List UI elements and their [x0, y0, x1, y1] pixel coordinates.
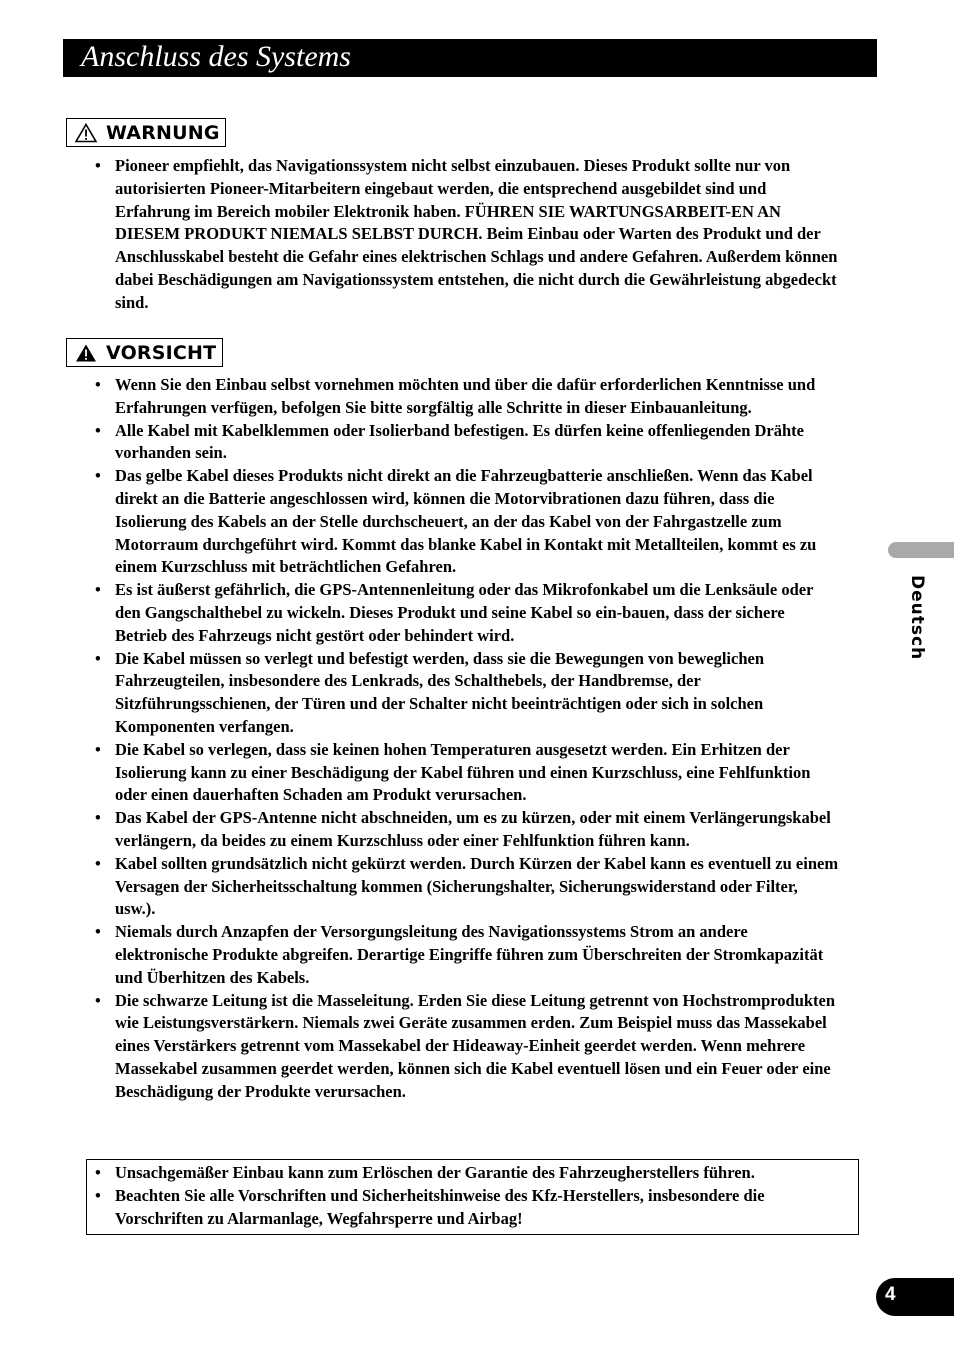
- page-number: 4: [885, 1284, 896, 1305]
- language-label: Deutsch: [907, 575, 927, 661]
- list-item: • Pioneer empfiehlt, das Navigationssystem nicht selbst einzubauen. Dieses Produkt sollte nur von autorisierten Pioneer-Mitarbeitern eingebaut werden, die entsprechend ausgebildet sind und Erfahrung im Bereich mobiler Elektronik haben. FÜHREN SIE WARTUNGSARBEIT-EN AN DIESEM PRODUKT NIEMALS SELBST DURCH. Beim Einbau oder Warten des Produkt und der Anschlusskabel besteht die Gefahr eines elektrischen Schlags und andere Gefahren. Außerdem können dabei Beschädigungen am Navigationssystem entstehen, die nicht durch die Gewährleistung abgedeckt sind.: [95, 155, 840, 315]
- page-title: Anschluss des Systems: [81, 40, 351, 73]
- list-item: • Das Kabel der GPS-Antenne nicht abschneiden, um es zu kürzen, oder mit einem Verlängerungskabel verlängern, da beides zu einem Kurzschluss oder einer Fehlfunktion führen kann.: [95, 807, 840, 853]
- page-number-tab: [876, 1278, 954, 1316]
- warning-label: [66, 118, 226, 147]
- list-item: • Kabel sollten grundsätzlich nicht gekürzt werden. Durch Kürzen der Kabel kann es eventuell zu einem Versagen der Sicherheitsschaltung kommen (Sicherungshalter, Sicherungswiderstand oder Filter, usw.).: [95, 853, 840, 921]
- list-item: • Alle Kabel mit Kabelklemmen oder Isolierband befestigen. Es dürfen keine offenliegenden Drähte vorhanden sein.: [95, 420, 840, 466]
- caution-label: [66, 338, 223, 367]
- list-item: • Beachten Sie alle Vorschriften und Sicherheitshinweise des Kfz-Herstellers, insbesondere die Vorschriften zu Alarmanlage, Wegfahrsperre und Airbag!: [95, 1185, 847, 1231]
- warning-filled-icon: [75, 343, 97, 363]
- language-tab: [888, 542, 954, 558]
- list-item: • Das gelbe Kabel dieses Produkts nicht direkt an die Fahrzeugbatterie anschließen. Wenn das Kabel direkt an die Batterie angeschlossen wird, können die Motorvibrationen dazu führen, dass die Isolierung des Kabels an der Stelle durchscheuert, an der das Kabel von der Fahrgastzelle zum Motorraum durchgeführt wird. Kommt das blanke Kabel in Kontakt mit Metallteilen, kommt es zu einem Kurzschluss mit beträchtlichen Gefahren.: [95, 465, 840, 579]
- list-item: • Die schwarze Leitung ist die Masseleitung. Erden Sie diese Leitung getrennt von Hochstromprodukten wie Leistungsverstärkern. Niemals zwei Geräte zusammen erden. Zum Beispiel muss das Massekabel eines Verstärkers getrennt vom Massekabel der Hideaway-Einheit geerdet werden. Wenn mehrere Massekabel zusammen geerdet werden, können sich die Kabel eventuell lösen und ein Feuer oder eine Beschädigung der Produkte verursachen.: [95, 990, 840, 1104]
- list-item: • Es ist äußerst gefährlich, die GPS-Antennenleitung oder das Mikrofonkabel um die Lenksäule oder den Gangschalthebel zu wickeln. Dieses Produkt und seine Kabel so ein-bauen, dass der sichere Betrieb des Fahrzeugs nicht gestört oder behindert wird.: [95, 579, 840, 647]
- warning-outline-icon: [75, 123, 97, 143]
- list-item: • Unsachgemäßer Einbau kann zum Erlöschen der Garantie des Fahrzeugherstellers führen.: [95, 1162, 847, 1185]
- note-box: [86, 1159, 859, 1235]
- list-item: • Niemals durch Anzapfen der Versorgungsleitung des Navigationssystems Strom an andere elektronische Produkte abgreifen. Derartige Eingriffe führen zum Überschreiten der Stromkapazität und Überhitzen des Kabels.: [95, 921, 840, 989]
- warning-label-text: WARNUNG: [106, 121, 220, 144]
- list-item: • Die Kabel so verlegen, dass sie keinen hohen Temperaturen ausgesetzt werden. Ein Erhitzen der Isolierung kann zu einer Beschädigung der Kabel führen und einen Kurzschluss, eine Fehlfunktion oder einen dauerhaften Schaden am Produkt verursachen.: [95, 739, 840, 807]
- warning-list: [95, 155, 840, 315]
- caution-list: [95, 374, 840, 1104]
- list-item: • Wenn Sie den Einbau selbst vornehmen möchten und über die dafür erforderlichen Kenntnisse und Erfahrungen verfügen, befolgen Sie bitte sorgfältig alle Schritte in dieser Einbauanleitung.: [95, 374, 840, 420]
- list-item: • Die Kabel müssen so verlegt und befestigt werden, dass sie die Bewegungen von beweglichen Fahrzeugteilen, insbesondere des Lenkrads, des Schalthebels, der Handbremse, der Sitzführungsschienen, der Türen und der Schalter nicht beeinträchtigen oder sich in solchen Komponenten verfangen.: [95, 648, 840, 739]
- caution-label-text: VORSICHT: [106, 341, 217, 364]
- title-bar: [63, 39, 877, 77]
- note-list: [95, 1162, 847, 1230]
